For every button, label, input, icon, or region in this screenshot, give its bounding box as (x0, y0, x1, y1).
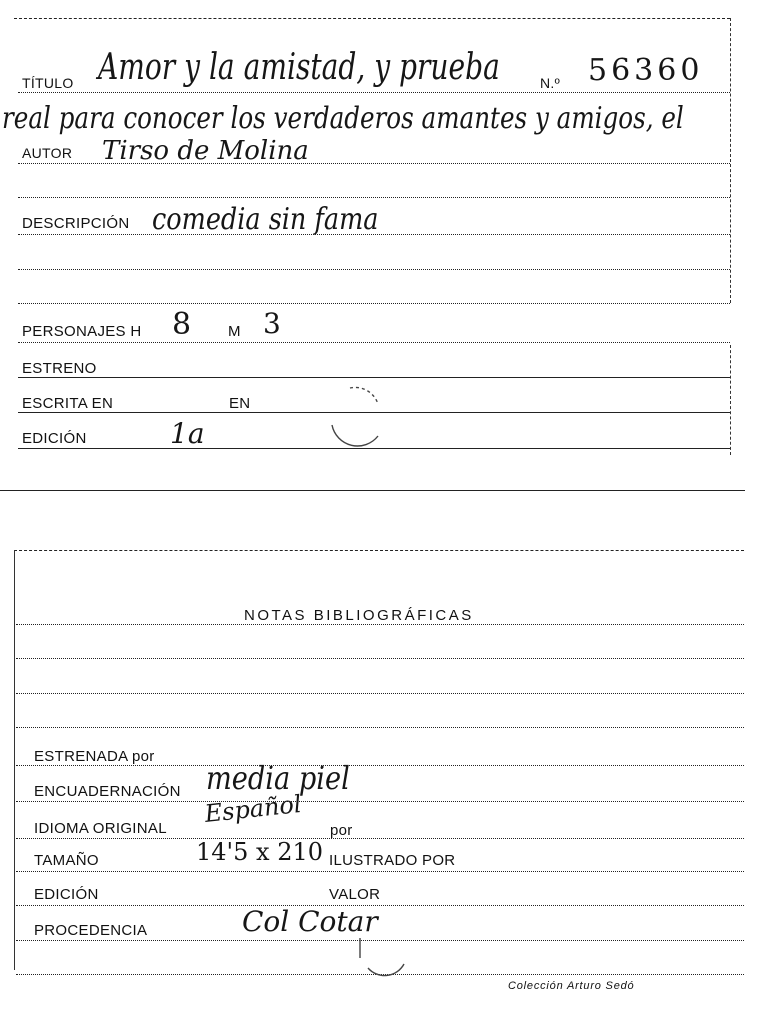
escrita-en-label: ESCRITA EN (22, 395, 114, 412)
titulo-label: TÍTULO (22, 75, 74, 91)
estreno-label: ESTRENO (22, 360, 97, 377)
ilustrado-label: ILUSTRADO POR (329, 852, 456, 869)
estrenada-label: ESTRENADA por (34, 748, 155, 765)
punch-hole-mark (0, 0, 759, 500)
personajes-m-value: 3 (263, 307, 281, 340)
titulo-value-line2: real para conocer los verdaderos amantes y amigos, el (2, 101, 684, 136)
notas-heading: NOTAS BIBLIOGRÁFICAS (244, 607, 474, 624)
edicion-label: EDICIÓN (22, 430, 87, 447)
numero-label: N.º (540, 75, 561, 91)
en-label: EN (229, 395, 251, 412)
procedencia-label: PROCEDENCIA (34, 922, 148, 939)
descripcion-label: DESCRIPCIÓN (22, 215, 130, 232)
personajes-m-label: M (228, 323, 241, 340)
personajes-h-value: 8 (172, 307, 192, 342)
tamano-label: TAMAÑO (34, 852, 99, 869)
procedencia-value: Col Cotar (242, 905, 378, 938)
notas-edicion-label: EDICIÓN (34, 886, 99, 903)
idioma-label: IDIOMA ORIGINAL (34, 820, 167, 837)
punch-hole-mark-back (0, 540, 759, 1028)
catalog-card-back (0, 540, 759, 1028)
tamano-value: 14'5 x 210 (196, 838, 324, 866)
encuadernacion-label: ENCUADERNACIÓN (34, 783, 181, 800)
coleccion-footer: Colección Arturo Sedó (508, 980, 635, 992)
autor-label: AUTOR (22, 145, 73, 161)
valor-label: VALOR (329, 886, 381, 903)
descripcion-value: comedia sin fama (152, 202, 379, 237)
por-label: por (330, 822, 353, 839)
autor-value: Tirso de Molina (102, 136, 309, 166)
numero-value: 56360 (588, 53, 704, 88)
idioma-value: Español (203, 789, 303, 828)
personajes-h-label: PERSONAJES H (22, 323, 142, 340)
titulo-value-line1: Amor y la amistad, y prueba (98, 47, 500, 88)
encuadernacion-value: media piel (206, 759, 350, 797)
edicion-value: 1a (170, 417, 205, 450)
catalog-card-front (0, 0, 759, 500)
